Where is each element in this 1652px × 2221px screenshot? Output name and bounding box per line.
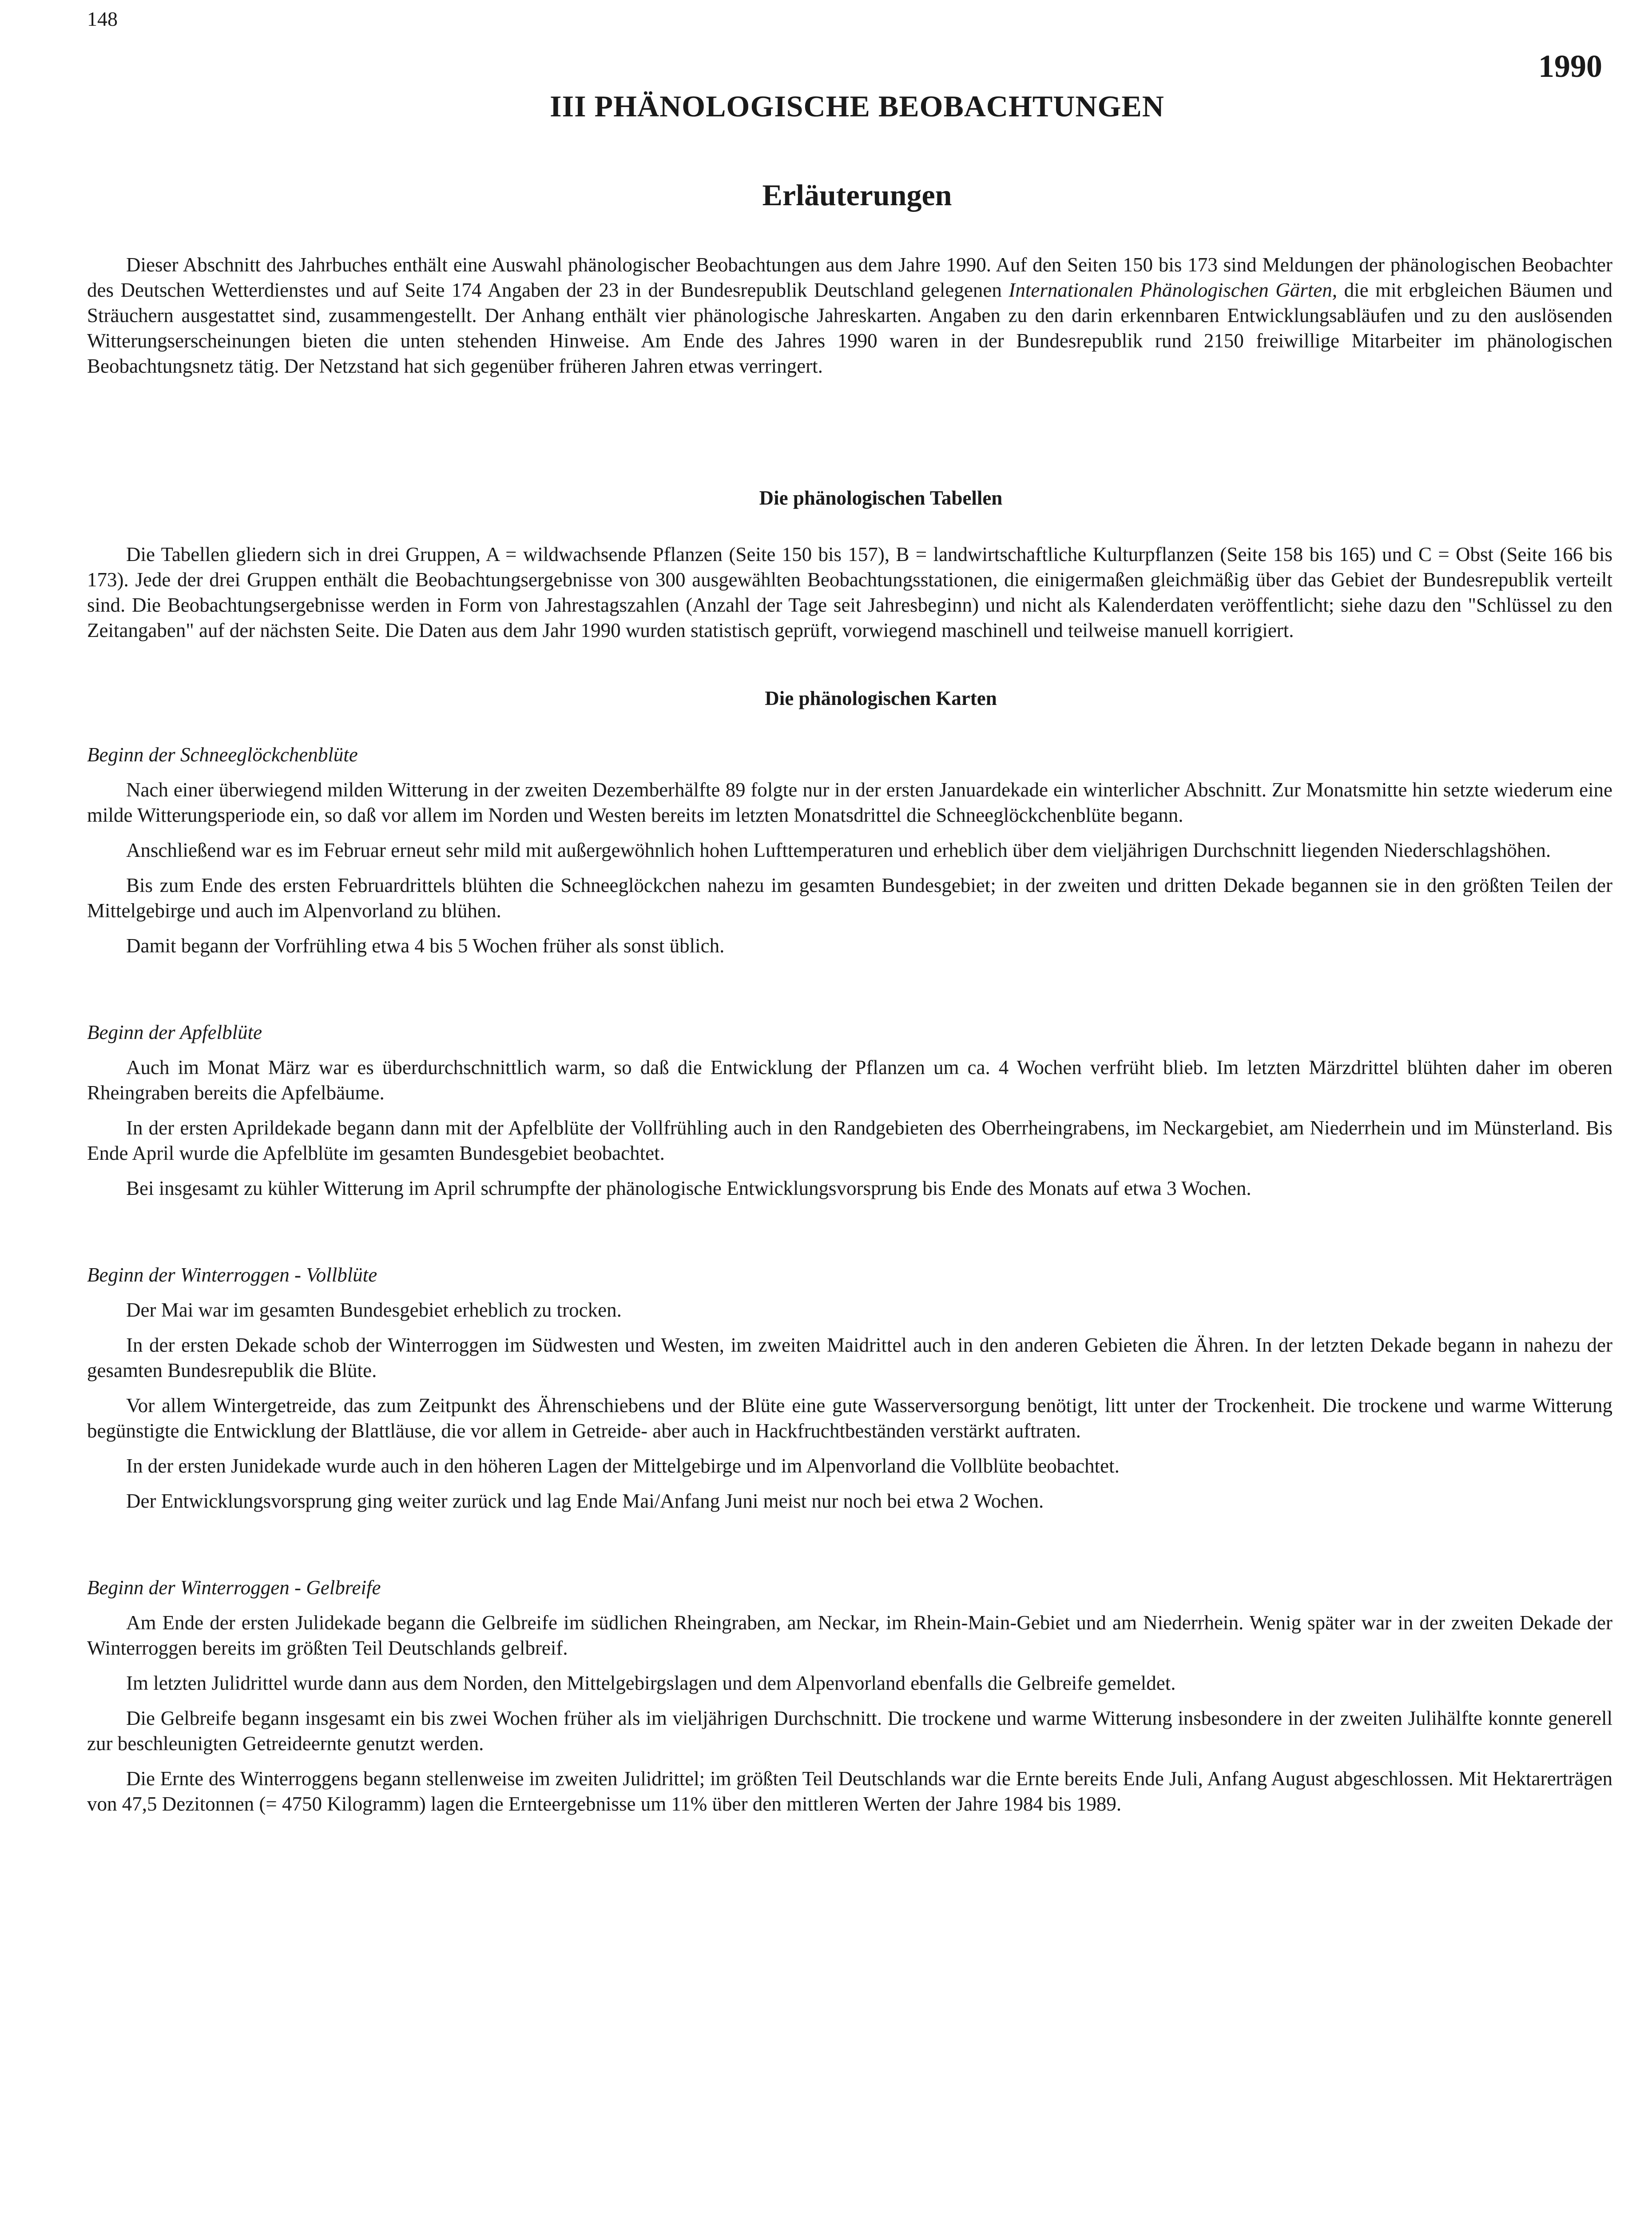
section-paragraph: In der ersten Aprildekade begann dann mit der Apfelblüte der Vollfrühling auch in den Randgebieten des Oberrheingrabens, im Neckargebiet, am Niederrhein und im Münsterland. Bis Ende April wurde die Apfelblüte im gesamten Bundesgebiet beobachtet. (87, 1117, 1612, 1164)
section-paragraph: Nach einer überwiegend milden Witterung in der zweiten Dezemberhälfte 89 folgte nur in der ersten Januardekade ein winterlicher Abschnitt. Zur Monatsmitte hin setzte wiederum eine milde Witterungsperiode ein, so daß vor allem im Norden und Westen bereits im letzten Monatsdrittel die Schneeglöckchenblüte begann. (87, 779, 1612, 826)
section-paragraph: Am Ende der ersten Julidekade begann die Gelbreife im südlichen Rheingraben, am Neckar, im Rhein-Main-Gebiet und am Niederrhein. Wenig später war in der zweiten Dekade der Winterroggen bereits im größten Teil Deutschlands gelbreif. (87, 1612, 1612, 1659)
part-title: III PHÄNOLOGISCHE BEOBACHTUNGEN (550, 89, 1164, 123)
section-paragraph: Der Entwicklungsvorsprung ging weiter zurück und lag Ende Mai/Anfang Juni meist nur noch bei etwa 2 Wochen. (126, 1490, 1044, 1512)
intro-paragraph (87, 252, 1612, 379)
tabellen-paragraph: Die Tabellen gliedern sich in drei Gruppen, A = wildwachsende Pflanzen (Seite 150 bis 157), B = landwirtschaftliche Kulturpflanzen (Seite 158 bis 165) und C = Obst (Seite 166 bis 173). Jede der drei Gruppen enthält die Beobachtungsergebnisse von 300 ausgewählten Beobachtungsstationen, die einigermaßen gleichmäßig über das Gebiet der Bundesrepublik verteilt sind. Die Beobachtungsergebnisse werden in Form von Jahrestagszahlen (Anzahl der Tage seit Jahresbeginn) und nicht als Kalenderdaten veröffentlicht; siehe dazu den "Schlüssel zu den Zeitangaben" auf der nächsten Seite. Die Daten aus dem Jahr 1990 wurden statistisch geprüft, vorwiegend maschinell und teilweise manuell korrigiert. (87, 543, 1612, 641)
document-body (87, 252, 1612, 1817)
intro-italic: Internationalen Phänologischen Gärten, (1009, 279, 1338, 301)
section-paragraph: Die Gelbreife begann insgesamt ein bis zwei Wochen früher als im vieljährigen Durchschnitt. Die trockene und warme Witterung insbesondere in der zweiten Julihälfte konnte generell zur beschleunigten Getreideernte genutzt werden. (87, 1707, 1612, 1755)
section-title-winterroggen-vollbluete: Beginn der Winterroggen - Vollblüte (87, 1264, 377, 1286)
section-paragraph: In der ersten Dekade schob der Winterroggen im Südwesten und Westen, im zweiten Maidrittel auch in den anderen Gebieten die Ähren. In der letzten Dekade begann in nahezu der gesamten Bundesrepublik die Blüte. (87, 1334, 1612, 1381)
section-winterroggen-vollbluete (87, 1262, 1612, 1514)
section-title-schneegloeckchen: Beginn der Schneeglöckchenblüte (87, 744, 358, 766)
section-paragraph: Bis zum Ende des ersten Februardrittels blühten die Schneeglöckchen nahezu im gesamten Bundesgebiet; in der zweiten und dritten Dekade begannen sie in den größten Teilen der Mittelgebirge und auch im Alpenvorland zu blühen. (87, 874, 1612, 922)
tabellen-heading: Die phänologischen Tabellen (759, 487, 1003, 509)
section-paragraph: Auch im Monat März war es überdurchschnittlich warm, so daß die Entwicklung der Pflanzen um ca. 4 Wochen verfrüht blieb. Im letzten Märzdrittel blühten daher im oberen Rheingraben bereits die Apfelbäume. (87, 1056, 1612, 1104)
year-label: 1990 (1538, 48, 1602, 84)
section-paragraph: Der Mai war im gesamten Bundesgebiet erheblich zu trocken. (126, 1299, 622, 1321)
section-paragraph: Die Ernte des Winterroggens begann stellenweise im zweiten Julidrittel; im größten Teil Deutschlands war die Ernte bereits Ende Juli, Anfang August abgeschlossen. Mit Hektarerträgen von 47,5 Dezitonnen (= 4750 Kilogramm) lagen die Ernteergebnisse um 11% über den mittleren Werten der Jahre 1984 bis 1989. (87, 1767, 1612, 1815)
section-title: Erläuterungen (762, 178, 952, 212)
section-paragraph: Vor allem Wintergetreide, das zum Zeitpunkt des Ährenschiebens und der Blüte eine gute Wasserversorgung benötigt, litt unter der Trockenheit. Die trockene und warme Witterung begünstigte die Entwicklung der Blattläuse, die vor allem in Getreide- aber auch in Hackfruchtbeständen verstärkt auftraten. (87, 1394, 1612, 1442)
section-paragraph: In der ersten Junidekade wurde auch in den höheren Lagen der Mittelgebirge und im Alpenvorland die Vollblüte beobachtet. (126, 1455, 1120, 1477)
section-title-apfelbluete: Beginn der Apfelblüte (87, 1021, 262, 1043)
section-schneegloeckchen (87, 742, 1612, 959)
section-paragraph: Anschließend war es im Februar erneut sehr mild mit außergewöhnlich hohen Lufttemperaturen und erheblich über dem vieljährigen Durchschnitt liegenden Niederschlagshöhen. (126, 839, 1551, 861)
section-paragraph: Damit begann der Vorfrühling etwa 4 bis 5 Wochen früher als sonst üblich. (126, 935, 725, 957)
section-winterroggen-gelbreife (87, 1575, 1612, 1817)
section-paragraph: Bei insgesamt zu kühler Witterung im April schrumpfte der phänologische Entwicklungsvorsprung bis Ende des Monats auf etwa 3 Wochen. (126, 1177, 1251, 1199)
section-title-winterroggen-gelbreife: Beginn der Winterroggen - Gelbreife (87, 1576, 381, 1599)
karten-heading: Die phänologischen Karten (765, 687, 997, 709)
section-apfelbluete (87, 1020, 1612, 1201)
section-paragraph: Im letzten Julidrittel wurde dann aus dem Norden, den Mittelgebirgslagen und dem Alpenvorland ebenfalls die Gelbreife gemeldet. (126, 1672, 1176, 1694)
intro-text-1: Dieser Abschnitt des Jahrbuches enthält eine Auswahl phänologischer Beobachtungen aus dem Jahre 1990. Auf den Seiten 150 bis 173 sind Meldungen der phänologischen Beobachter des Deutschen Wetterdienstes und auf Seite 174 Angaben der 23 in der Bundesrepublik Deutschland gelegenen (87, 254, 1612, 301)
intro-text-2: die mit erbgleichen Bäumen und Sträuchern ausgestattet sind, zusammengestellt. Der Anhang enthält vier phänologische Jahreskarten. Angaben zu den darin erkennbaren Entwicklungsabläufen und zu den auslösenden Witterungserscheinungen bieten die unten stehenden Hinweise. Am Ende des Jahres 1990 waren in der Bundesrepublik rund 2150 freiwillige Mitarbeiter im phänologischen Beobachtungsnetz tätig. Der Netzstand hat sich gegenüber früheren Jahren etwas verringert. (87, 279, 1612, 377)
page-number: 148 (87, 8, 118, 30)
